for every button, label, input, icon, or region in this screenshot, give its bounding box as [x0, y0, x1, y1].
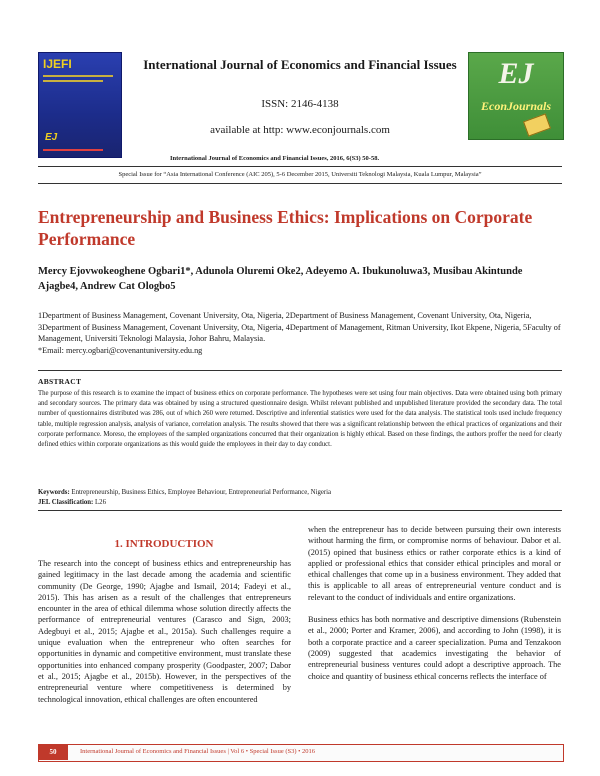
citation-line: International Journal of Economics and Financial Issues, 2016, 6(S3) 50-58. — [170, 155, 380, 162]
article-title: Entrepreneurship and Business Ethics: Implications on Corporate Performance — [38, 207, 533, 249]
contact-email[interactable]: *Email: mercy.ogbari@covenantuniversity.edu.ng — [38, 345, 203, 355]
journal-url[interactable]: available at http: www.econjournals.com — [210, 124, 390, 136]
journal-cover-image — [38, 52, 122, 158]
abstract-heading: ABSTRACT — [38, 377, 82, 386]
cover-stripe — [43, 149, 103, 151]
footer-text: International Journal of Economics and Financial Issues | Vol 6 • Special Issue (S3) • 2016 — [80, 748, 316, 755]
special-issue-note: Special Issue for “Asia International Conference (AIC 205), 5-6 December 2015, Universiti Teknologi Malaysia, Kuala Lumpur, Malaysia” — [118, 171, 482, 178]
cover-line — [43, 75, 113, 77]
paragraph: Business ethics has both normative and descriptive dimensions (Rubenstein et al., 2000; Porter and Kramer, 2006), and according to John (1998), it is both a corporate practice and a career specialization. Puma and Tenzakoon (2009) suggested that academics investigating the behavior of entrepreneurial business ventures could adopt a descriptive approach. The choice and quantity of business ethical concerns reflects the interface of — [308, 615, 561, 681]
page-number: 50 — [38, 744, 68, 760]
paragraph: The research into the concept of business ethics and entrepreneurship has gained legitimacy in the last decade among the academia and scientific community (De George, 1990; Ajagbe and Ismail, 2014; Fadeyi et al., 2015). This has arisen as a result of the challenges that entrepreneurs encounter in the area of ethical dilemma whose solution directly affects the performance of entrepreneurial ventures (Carasco and Sign, 2003; Adegbuyi et al., 2015; Ajagbe et al., 2015a). Such challenges require a unique evaluation when the entrepreneur who often searches for opportunities in dynamic and competitive environment, must translate these opportunities into enhanced company prosperity (Goodpaster, 2007; Dabor et al., 2015; Ajagbe et al., 2015b). However, in the perspectives of the entrepreneurial venture where competitiveness is determined by technological innovation, ethical challenges are often encountered — [38, 559, 291, 704]
abstract-divider — [38, 370, 562, 371]
paragraph: when the entrepreneur has to decide between pursuing their own interests without harming the firm, or compromise norms of behaviour. Dabor et al. (2015) opined that business ethics or rather corporate ethics is a kind of applied or professional ethics that consider ethical principles and moral or ethical challenges that come up in a business environment. They added that this is applicable to all areas of entrepreneurial venture conduct and is relevant to the conduct of individuals and entire organizations. — [308, 525, 561, 602]
keywords-line — [38, 488, 562, 498]
econjournals-logo — [468, 52, 564, 140]
cover-line — [43, 80, 103, 82]
journal-title: International Journal of Economics and Financial Issues — [143, 57, 457, 72]
header-divider — [38, 166, 562, 167]
cover-label: IJEFI — [43, 57, 72, 71]
logo-mark: EJ — [498, 57, 534, 90]
issn: ISSN: 2146-4138 — [261, 98, 339, 110]
keywords-value: Entrepreneurship, Business Ethics, Employee Behaviour, Entrepreneurial Performance, Nigeria — [71, 489, 332, 496]
header-divider — [38, 183, 562, 184]
logo-text: EconJournals — [480, 99, 552, 113]
pencil-icon — [523, 113, 551, 136]
affiliations — [38, 310, 562, 356]
jel-label: JEL Classification: — [38, 499, 94, 506]
jel-line — [38, 498, 562, 508]
cover-badge: EJ — [45, 132, 58, 143]
author-list: Mercy Ejovwokeoghene Ogbari1*, Adunola Oluremi Oke2, Adeyemo A. Ibukunoluwa3, Musibau Akintunde Ajagbe4, Andrew Cat Ologbo5 — [38, 266, 523, 292]
body-divider — [38, 510, 562, 511]
body-column-right — [308, 524, 561, 693]
affiliation-text: 1Department of Business Management, Covenant University, Ota, Nigeria, 2Department of Business Management, Covenant University, Ota, Nigeria, 3Department of Business Management, Covenant University, Ota, Nigeria, 4Department of Management, Ritman University, Ikot Ekpene, Nigeria, 5Faculty of Management, Universiti Teknologi Malaysia, Johor Bahru, Malaysia. — [38, 311, 561, 343]
jel-value: L26 — [95, 499, 106, 506]
abstract-body: The purpose of this research is to examine the impact of business ethics on corporate performance. The hypotheses were set using four main objectives. Data were obtained using both primary and secondary sources. The primary data was obtained by using a structured questionnaire design. Whilst relevant published and unpublished literature provided the secondary data. The total number of questionnaires distributed was 286, out of which 260 were returned. Descriptive and inferential statistics were used for the data analysis. The statistical tools used include frequency table, multiple regression analysis, analysis of variance, correlation analysis. The results showed that there was a significant relationship between the ethical practices of organizations and their corporate performance. Moreso, the employees of the sampled organizations concurred that their organization is highly ethical. Based on these findings, the authors proffer the need for clearly defined ethics within corporate organizations as this would guide the employees in their day to day conduct. — [38, 390, 562, 449]
body-column-left — [38, 558, 291, 705]
section-heading-introduction: 1. INTRODUCTION — [114, 538, 214, 550]
keywords-label: Keywords: — [38, 489, 70, 496]
